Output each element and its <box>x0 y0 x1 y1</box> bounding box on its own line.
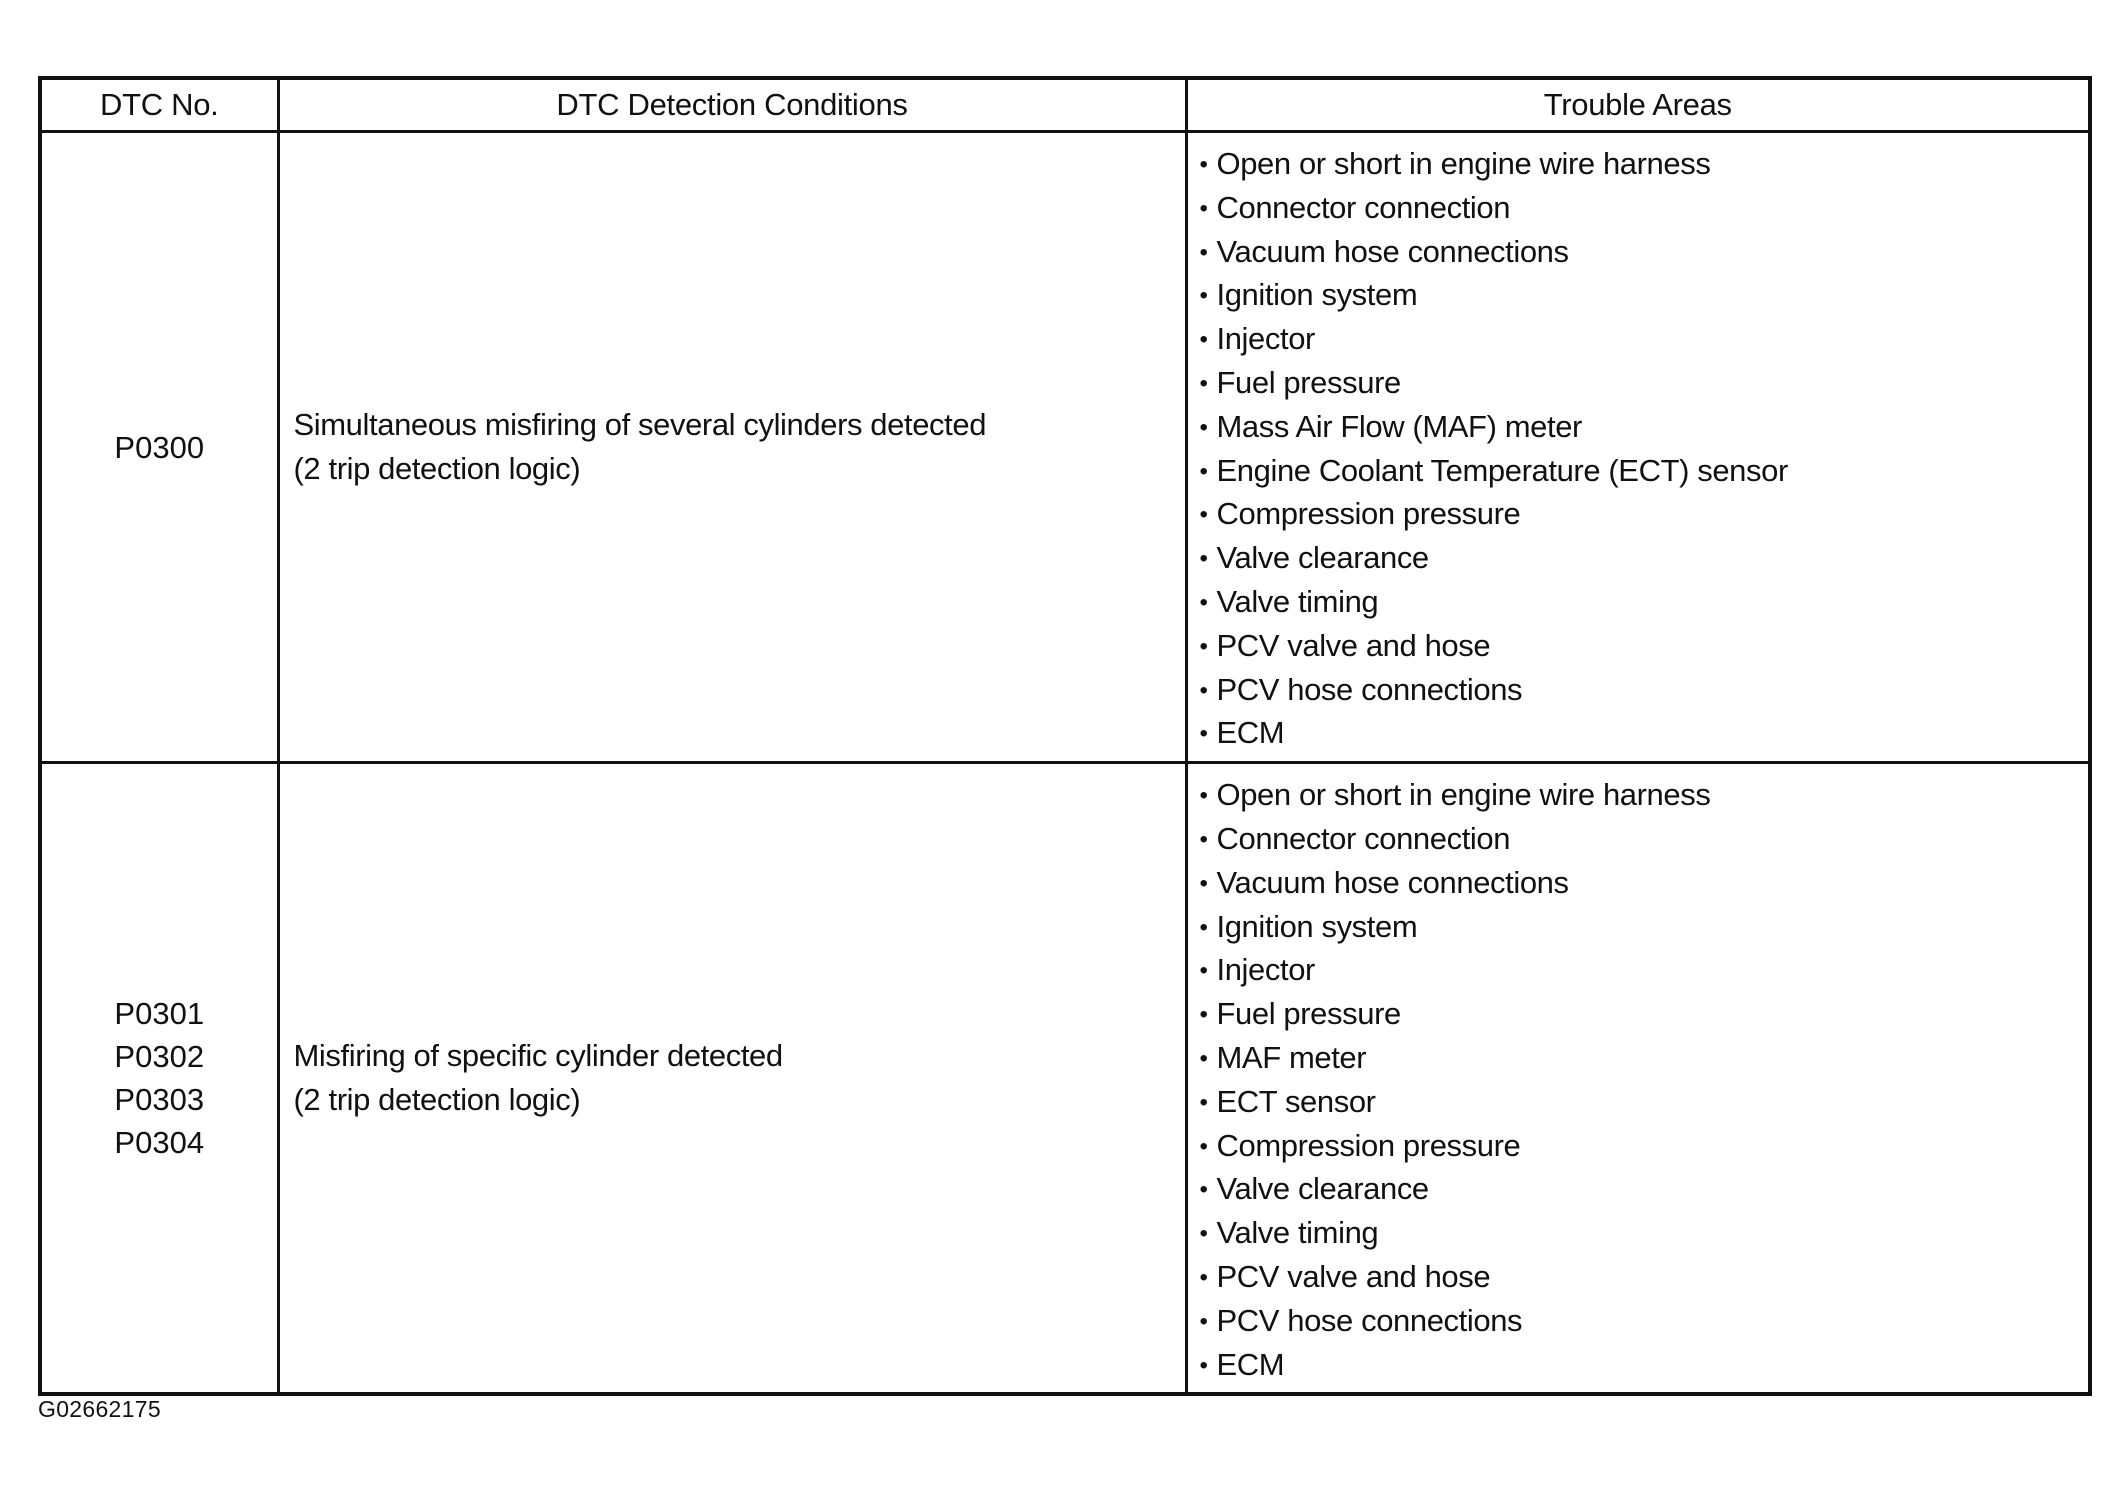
list-item <box>1200 668 2089 712</box>
dtc-code-cell <box>40 132 278 763</box>
trouble-area-text: Open or short in engine wire harness <box>1216 777 1711 813</box>
bullet-icon: • <box>1199 957 1208 985</box>
list-item <box>1200 1167 2089 1211</box>
trouble-area-text: Valve timing <box>1216 583 1379 619</box>
bullet-icon: • <box>1199 413 1208 441</box>
list-item <box>1200 773 2089 817</box>
bullet-icon: • <box>1199 1044 1208 1072</box>
trouble-area-text: Open or short in engine wire harness <box>1216 146 1711 181</box>
trouble-area-text: PCV hose connections <box>1216 1302 1523 1338</box>
bullet-icon: • <box>1199 369 1208 397</box>
bullet-icon: • <box>1199 1176 1208 1204</box>
bullet-icon: • <box>1199 588 1208 616</box>
list-item <box>1200 405 2089 449</box>
bullet-icon: • <box>1199 457 1208 485</box>
list-item <box>1200 1343 2089 1387</box>
trouble-area-text: Injector <box>1216 952 1315 988</box>
trouble-areas-cell <box>1186 132 2090 763</box>
bullet-icon: • <box>1199 676 1208 704</box>
bullet-icon: • <box>1199 825 1208 853</box>
trouble-area-text: Engine Coolant Temperature (ECT) sensor <box>1216 452 1788 488</box>
list-item <box>1200 992 2089 1036</box>
bullet-icon: • <box>1199 720 1208 748</box>
bullet-icon: • <box>1199 326 1208 354</box>
trouble-area-list <box>1200 142 2089 755</box>
trouble-area-text: Ignition system <box>1216 277 1418 313</box>
trouble-area-text: Fuel pressure <box>1216 996 1401 1032</box>
bullet-icon: • <box>1199 545 1208 573</box>
trouble-area-text: Compression pressure <box>1216 1127 1521 1163</box>
header-detection-conditions: DTC Detection Conditions <box>278 78 1186 132</box>
dtc-table <box>38 76 2092 1396</box>
bullet-icon: • <box>1199 632 1208 660</box>
header-trouble-areas: Trouble Areas <box>1186 78 2090 132</box>
table-row <box>40 132 2090 763</box>
table-row <box>40 763 2090 1395</box>
trouble-area-text: ECT sensor <box>1216 1083 1376 1119</box>
trouble-area-text: Fuel pressure <box>1216 364 1401 400</box>
header-row <box>40 78 2090 132</box>
list-item <box>1200 1211 2089 1255</box>
list-item <box>1200 1080 2089 1124</box>
trouble-area-text: ECM <box>1216 1346 1285 1382</box>
trouble-area-text: Valve clearance <box>1216 1171 1429 1207</box>
bullet-icon: • <box>1199 238 1208 266</box>
bullet-icon: • <box>1199 194 1208 222</box>
trouble-area-text: PCV hose connections <box>1216 671 1523 707</box>
trouble-area-text: Valve clearance <box>1216 540 1429 576</box>
dtc-code: P0304 <box>114 1125 205 1161</box>
list-item <box>1200 905 2089 949</box>
list-item <box>1200 624 2089 668</box>
trouble-area-text: Mass Air Flow (MAF) meter <box>1216 408 1582 444</box>
trouble-area-text: Vacuum hose connections <box>1216 864 1569 900</box>
bullet-icon: • <box>1199 1220 1208 1248</box>
bullet-icon: • <box>1199 1088 1208 1116</box>
dtc-code: P0302 <box>114 1039 205 1075</box>
trouble-area-text: Ignition system <box>1216 908 1418 944</box>
trouble-area-text: PCV valve and hose <box>1216 627 1491 663</box>
dtc-code: P0301 <box>114 996 205 1032</box>
list-item <box>1200 492 2089 536</box>
list-item <box>1200 186 2089 230</box>
condition-text: Misfiring of specific cylinder detected <box>293 1038 783 1074</box>
detection-condition-cell <box>278 132 1186 763</box>
list-item <box>1200 1255 2089 1299</box>
trouble-area-text: PCV valve and hose <box>1216 1258 1491 1294</box>
condition-note: (2 trip detection logic) <box>293 451 581 487</box>
dtc-code: P0300 <box>114 429 205 465</box>
bullet-icon: • <box>1199 782 1208 810</box>
bullet-icon: • <box>1199 913 1208 941</box>
list-item <box>1200 142 2089 186</box>
list-item <box>1200 230 2089 274</box>
dtc-code-cell <box>40 763 278 1395</box>
trouble-area-text: ECM <box>1216 715 1285 751</box>
bullet-icon: • <box>1199 1132 1208 1160</box>
bullet-icon: • <box>1199 501 1208 529</box>
list-item <box>1200 273 2089 317</box>
condition-note: (2 trip detection logic) <box>293 1082 581 1118</box>
list-item <box>1200 948 2089 992</box>
trouble-area-list <box>1200 773 2089 1386</box>
list-item <box>1200 536 2089 580</box>
list-item <box>1200 580 2089 624</box>
list-item <box>1200 1299 2089 1343</box>
bullet-icon: • <box>1199 1307 1208 1335</box>
trouble-area-text: Valve timing <box>1216 1215 1379 1251</box>
list-item <box>1200 711 2089 755</box>
bullet-icon: • <box>1199 1263 1208 1291</box>
bullet-icon: • <box>1199 1001 1208 1029</box>
header-dtc-no: DTC No. <box>40 78 278 132</box>
trouble-area-text: MAF meter <box>1216 1039 1367 1075</box>
bullet-icon: • <box>1199 1351 1208 1379</box>
condition-text: Simultaneous misfiring of several cylinders detected <box>293 407 987 443</box>
table-header <box>40 78 2090 132</box>
figure-id: G02662175 <box>38 1396 161 1422</box>
list-item <box>1200 449 2089 493</box>
bullet-icon: • <box>1199 282 1208 310</box>
dtc-code: P0303 <box>114 1082 205 1118</box>
list-item <box>1200 317 2089 361</box>
bullet-icon: • <box>1199 151 1208 178</box>
trouble-area-text: Connector connection <box>1216 820 1511 856</box>
detection-condition-cell <box>278 763 1186 1395</box>
list-item <box>1200 817 2089 861</box>
list-item <box>1200 861 2089 905</box>
trouble-area-text: Injector <box>1216 321 1315 357</box>
list-item <box>1200 1036 2089 1080</box>
list-item <box>1200 1124 2089 1168</box>
bullet-icon: • <box>1199 869 1208 897</box>
trouble-area-text: Connector connection <box>1216 189 1511 225</box>
trouble-area-text: Compression pressure <box>1216 496 1521 532</box>
trouble-areas-cell <box>1186 763 2090 1395</box>
list-item <box>1200 361 2089 405</box>
trouble-area-text: Vacuum hose connections <box>1216 233 1569 269</box>
